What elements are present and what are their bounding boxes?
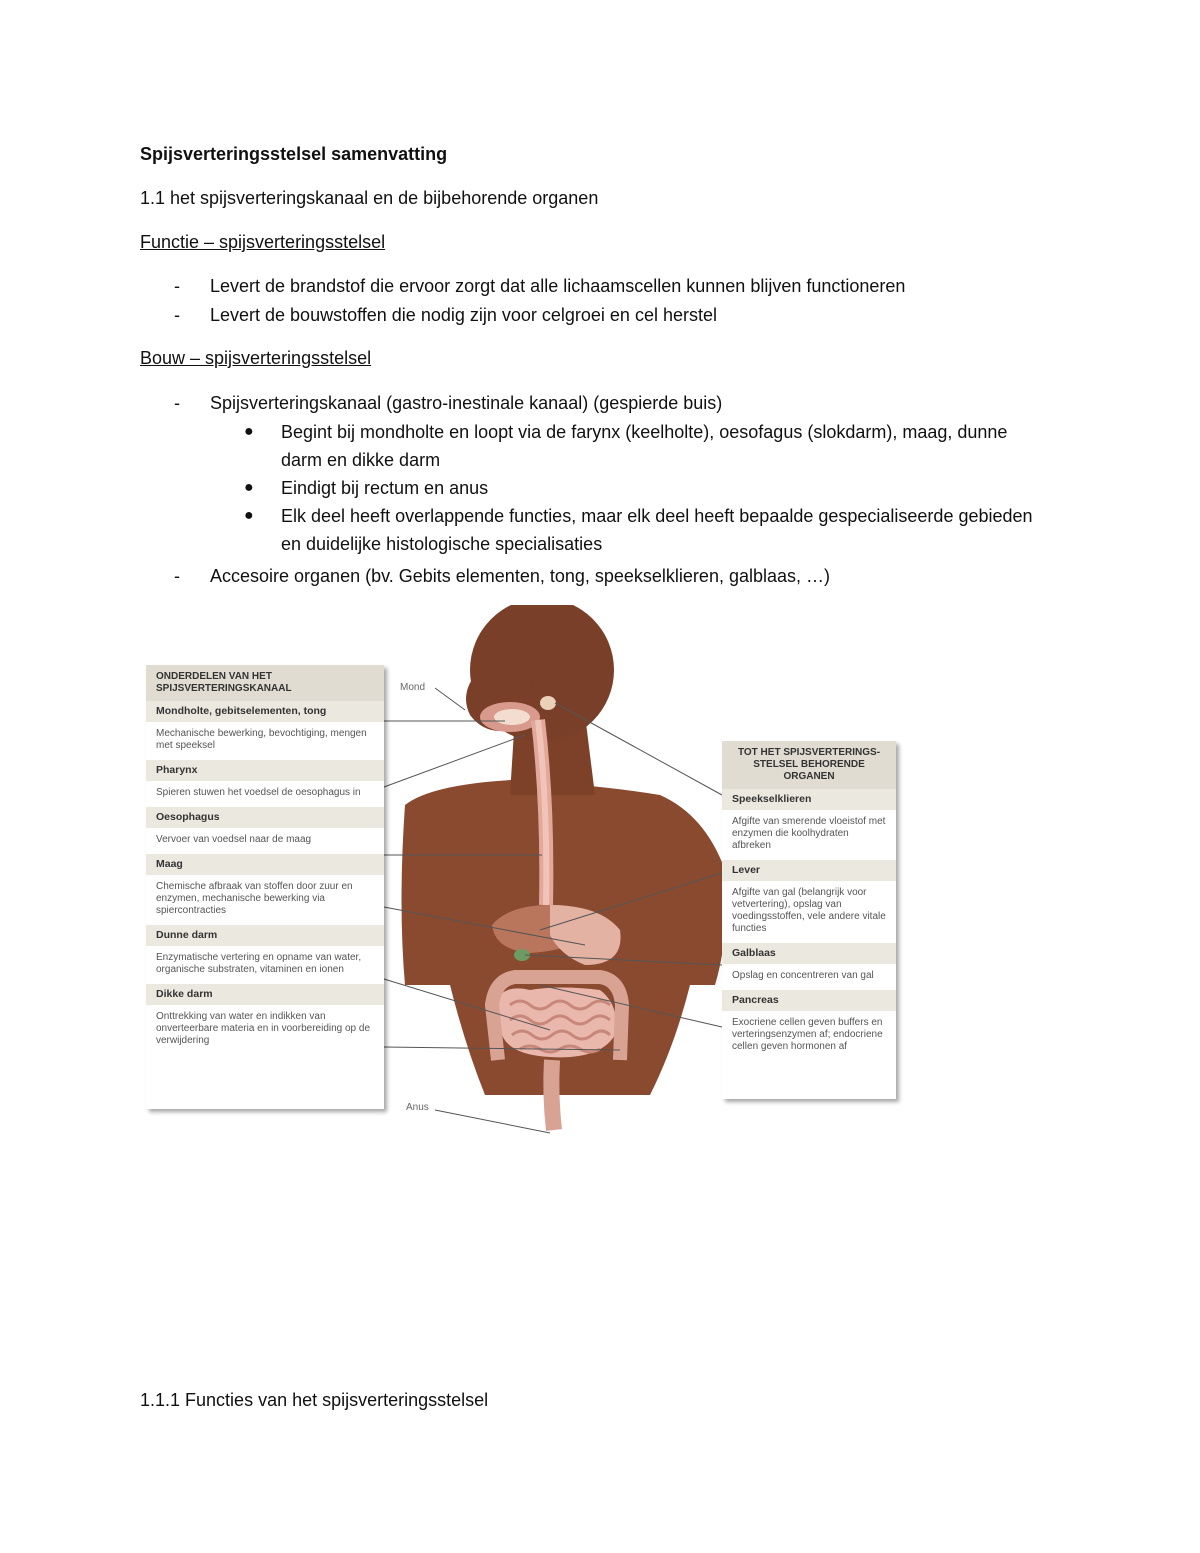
- panel-row-desc: Mechanische bewerking, bevochtiging, mengen met speeksel: [156, 728, 367, 751]
- dash-marker: -: [174, 305, 180, 325]
- bullet-marker: ●: [244, 479, 254, 496]
- bullet-marker: ●: [244, 423, 254, 440]
- anus-label: Anus: [406, 1102, 429, 1113]
- dash-marker: -: [174, 393, 180, 413]
- bouw-subitem: Begint bij mondholte en loopt via de farynx (keelholte), oesofagus (slokdarm), maag, dunne darm en dikke darm: [281, 422, 1008, 470]
- panel-row-label: Pharynx: [146, 760, 384, 781]
- functie-item: Levert de bouwstoffen die nodig zijn voor celgroei en cel herstel: [210, 305, 717, 325]
- panel-row-desc: Afgifte van smerende vloeistof met enzymen die koolhydraten afbreken: [732, 816, 886, 851]
- panel-row-label: Lever: [722, 860, 896, 881]
- bouw-item: Spijsverteringskanaal (gastro-inestinale kanaal) (gespierde buis): [210, 393, 723, 413]
- bullet-marker: ●: [244, 507, 254, 524]
- panel-row-desc: Onttrekking van water en indikken van onverteerbare materia en in voorbereiding op de verwijdering: [156, 1011, 371, 1046]
- bouw-heading: Bouw – spijsverteringsstelsel: [140, 348, 372, 368]
- bouw-item: Accesoire organen (bv. Gebits elementen, tong, speekselklieren, galblaas, …): [210, 566, 830, 586]
- panel-row-label: Maag: [146, 854, 384, 875]
- panel-row-label: Dunne darm: [146, 925, 384, 946]
- functie-heading: Functie – spijsverteringsstelsel: [140, 232, 386, 252]
- bouw-subitem: Eindigt bij rectum en anus: [281, 478, 489, 498]
- panel-row-desc: Spieren stuwen het voedsel de oesophagus in: [156, 787, 361, 798]
- mond-label: Mond: [400, 682, 426, 693]
- dash-marker: -: [174, 566, 180, 586]
- panel-row-label: Pancreas: [722, 990, 896, 1011]
- right-panel-heading: TOT HET SPIJSVERTERINGS-STELSEL BEHORENDE ORGANEN: [722, 741, 896, 789]
- panel-row-label: Galblaas: [722, 943, 896, 964]
- panel-row-desc: Opslag en concentreren van gal: [732, 970, 874, 981]
- dash-marker: -: [174, 276, 180, 296]
- document-title: Spijsverteringsstelsel samenvatting: [140, 144, 448, 164]
- section-heading-1-1: 1.1 het spijsverteringskanaal en de bijbehorende organen: [140, 188, 599, 208]
- panel-row-label: Speekselklieren: [722, 789, 896, 810]
- digestive-system-figure: [130, 605, 920, 1145]
- accessory-organs-panel: [722, 741, 896, 1099]
- panel-row-desc: Chemische afbraak van stoffen door zuur en enzymen, mechanische bewerking via spiercontracties: [156, 881, 353, 916]
- panel-row-label: Dikke darm: [146, 984, 384, 1005]
- functie-item: Levert de brandstof die ervoor zorgt dat alle lichaamscellen kunnen blijven functioneren: [210, 276, 906, 296]
- panel-row-desc: Exocriene cellen geven buffers en verteringsenzymen af; endocriene cellen geven hormonen af: [732, 1017, 883, 1052]
- panel-row-desc: Enzymatische vertering en opname van water, organische substraten, vitaminen en ionen: [156, 952, 362, 975]
- panel-row-desc: Afgifte van gal (belangrijk voor vetvertering), opslag van voedingsstoffen, vele andere vitale functies: [732, 887, 886, 934]
- left-panel-heading: ONDERDELEN VAN HET SPIJSVERTERINGSKANAAL: [146, 665, 384, 701]
- panel-row-desc: Vervoer van voedsel naar de maag: [156, 834, 312, 845]
- panel-row-label: Oesophagus: [146, 807, 384, 828]
- section-heading-1-1-1: 1.1.1 Functies van het spijsverteringsstelsel: [140, 1390, 489, 1410]
- digestive-tract-panel: [146, 665, 384, 1109]
- bouw-subitem: Elk deel heeft overlappende functies, maar elk deel heeft bepaalde gespecialiseerde gebieden en duidelijke histologische specialisaties: [281, 506, 1033, 554]
- panel-row-label: Mondholte, gebitselementen, tong: [146, 701, 384, 722]
